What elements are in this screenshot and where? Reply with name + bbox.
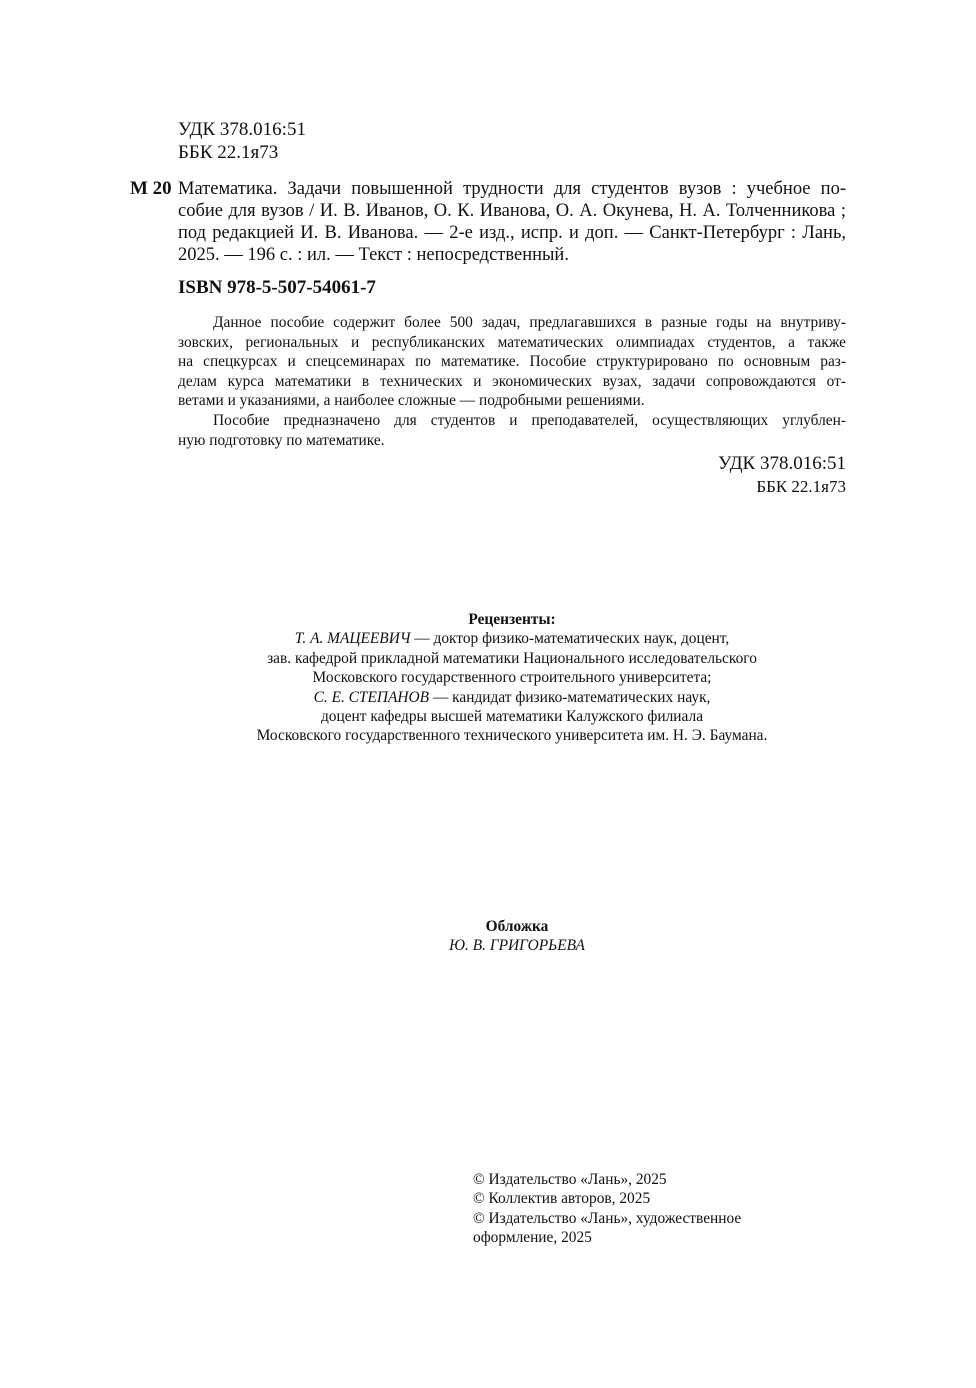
classification-top (178, 118, 306, 164)
copyright-line: © Издательство «Лань», художественное (473, 1209, 742, 1227)
classification-bottom (718, 452, 846, 498)
copyright-line: © Издательство «Лань», 2025 (473, 1171, 667, 1188)
annotation-line: делам курса математики в технических и экономических вузах, задачи сопровождаются от- (178, 372, 846, 390)
annotation-line: ветами и указаниями, а наиболее сложные — подробными решениями. (178, 392, 645, 410)
reviewers-heading: Рецензенты: (468, 611, 556, 628)
isbn: ISBN 978-5-507-54061-7 (178, 277, 376, 298)
reviewer-2-title: — кандидат физико-математических наук, (429, 688, 711, 706)
reviewer-1-affiliation: зав. кафедрой прикладной математики Национального исследовательского (267, 649, 757, 667)
bib-line: Математика. Задачи повышенной трудности для студентов вузов : учебное по- (178, 179, 846, 199)
bbk-code: ББК 22.1я73 (178, 142, 279, 163)
cover-heading: Обложка (485, 918, 549, 935)
bib-line: собие для вузов / И. В. Иванов, О. К. Иванова, О. А. Окунева, Н. А. Толченникова ; (178, 201, 846, 221)
reviewer-2-name: С. Е. СТЕПАНОВ (313, 688, 430, 706)
annotation-line: Пособие предназначено для студентов и преподавателей, осуществляющих углублен- (213, 411, 846, 429)
reviewer-1 (0, 629, 976, 648)
reviewer-1-name: Т. А. МАЦЕЕВИЧ (294, 630, 411, 648)
reviewer-1-affiliation: Московского государственного строительного университета; (312, 669, 712, 687)
annotation-line: на спецкурсах и спецсеминарах по математике. Пособие структурировано по основным раз- (178, 353, 846, 371)
bibliographic-description (178, 178, 846, 266)
copyright-line: © Коллектив авторов, 2025 (473, 1190, 651, 1208)
reviewers (0, 610, 976, 746)
annotation-line: ную подготовку по математике. (178, 431, 385, 449)
udk-code: УДК 378.016:51 (718, 453, 846, 474)
reviewer-2 (0, 688, 976, 707)
copyright-block (473, 1170, 741, 1248)
copyright-line: оформление, 2025 (473, 1229, 592, 1247)
bib-line: 2025. — 196 с. : ил. — Текст : непосредственный. (178, 245, 569, 265)
annotation (178, 313, 846, 450)
annotation-line: Данное пособие содержит более 500 задач, предлагавшихся в разные годы на внутриву- (213, 314, 846, 331)
cover-artist: Ю. В. ГРИГОРЬЕВА (449, 937, 585, 955)
reviewer-2-affiliation: доцент кафедры высшей математики Калужского филиала (320, 708, 704, 726)
cover-credit (0, 917, 976, 956)
reviewer-1-title: — доктор физико-математических наук, доцент, (410, 630, 730, 648)
reviewer-2-affiliation: Московского государственного технического университета им. Н. Э. Баумана. (256, 727, 768, 745)
annotation-line: зовских, региональных и республиканских математических олимпиадах студентов, а также (178, 333, 846, 351)
bib-line: под редакцией И. В. Иванова. — 2-е изд., испр. и доп. — Санкт-Петербург : Лань, (178, 223, 846, 243)
udk-code: УДК 378.016:51 (178, 119, 306, 140)
bbk-code: ББК 22.1я73 (756, 477, 846, 496)
author-mark: М 20 (130, 178, 172, 199)
